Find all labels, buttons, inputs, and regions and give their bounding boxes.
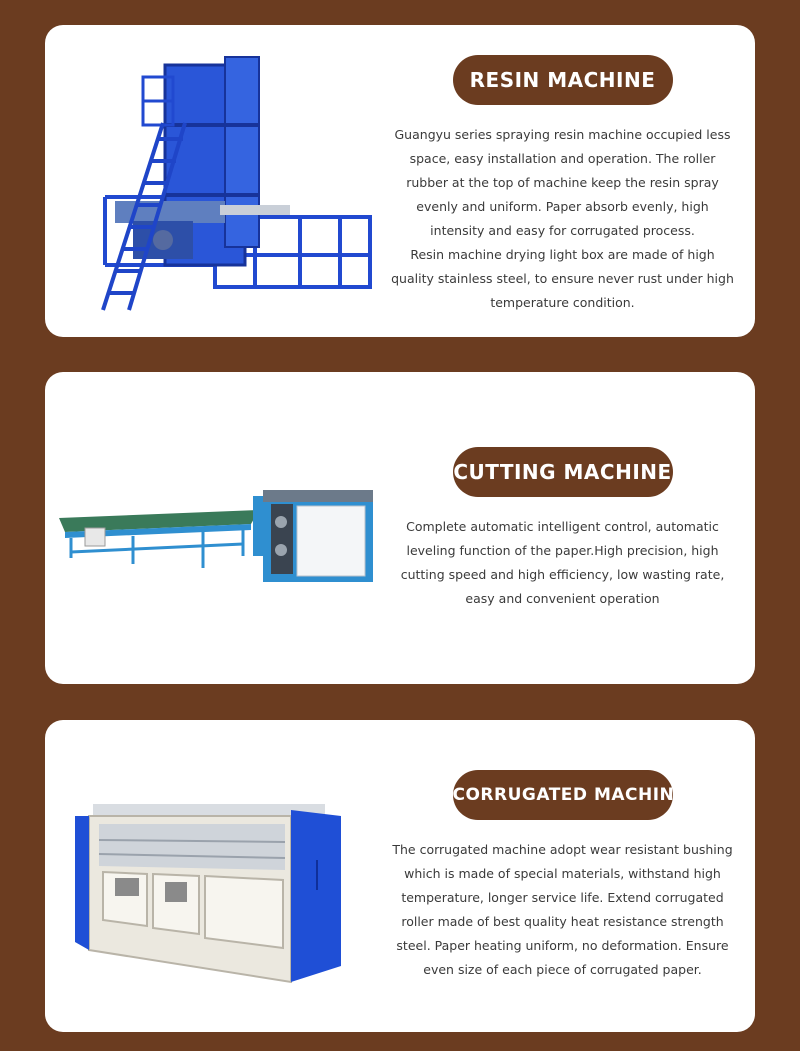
description-paragraph: Guangyu series spraying resin machine occupied less space, easy installation and operation. The roller rubber at the top of machine keep the resin spray evenly and uniform. Paper absorb evenly, high intensity and easy for corrugated process. [394, 127, 731, 238]
corrugated-machine-info [390, 770, 735, 982]
section-title: RESIN MACHINE [453, 55, 673, 105]
resin-machine-image [45, 25, 385, 337]
section-title: CORRUGATED MACHINE [453, 770, 673, 820]
cutting-machine-image [45, 372, 385, 684]
section-description [390, 123, 735, 315]
section-title: CUTTING MACHINE [453, 447, 673, 497]
description-paragraph: The corrugated machine adopt wear resistant bushing which is made of special materials, withstand high temperature, longer service life. Extend corrugated roller made of best quality heat resistance strength steel. Paper heating uniform, no deformation. Ensure even size of each piece of corrugated paper. [392, 842, 733, 977]
description-paragraph: Resin machine drying light box are made of high quality stainless steel, to ensure never rust under high temperature condition. [391, 247, 734, 310]
cutting-machine-info [390, 447, 735, 611]
description-paragraph: Complete automatic intelligent control, automatic leveling function of the paper.High precision, high cutting speed and high efficiency, low wasting rate, easy and convenient operation [400, 519, 725, 606]
section-description [390, 515, 735, 611]
cutting-machine-card [45, 372, 755, 684]
resin-machine-info [390, 55, 735, 315]
section-description [390, 838, 735, 982]
corrugated-machine-image [45, 720, 385, 1032]
corrugated-machine-card [45, 720, 755, 1032]
resin-machine-card [45, 25, 755, 337]
